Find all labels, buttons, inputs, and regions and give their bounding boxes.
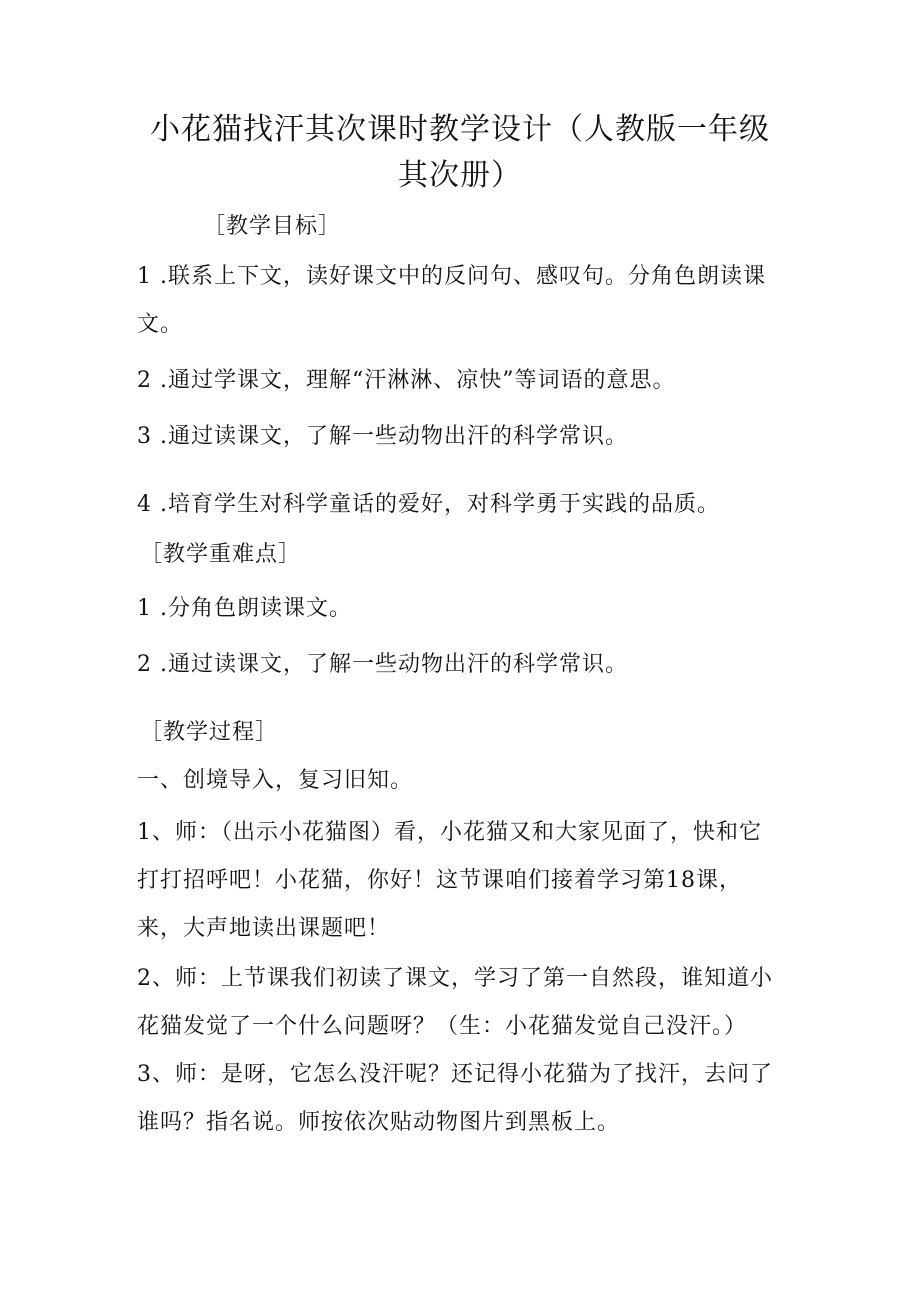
process-line: 打打招呼吧！小花猫，你好！这节课咱们接着学习第18课， <box>137 868 742 893</box>
document-title-line-2: 其次册） <box>398 158 522 193</box>
objective-line: 2 .通过学课文，理解“汗淋淋、凉快”等词语的意思。 <box>137 368 676 393</box>
key-point-line: 2 .通过读课文，了解一些动物出汗的科学常识。 <box>137 652 628 677</box>
process-line: 2、师：上节课我们初读了课文，学习了第一自然段，谁知道小 <box>137 966 773 991</box>
objective-line: 4 .培育学生对科学童话的爱好，对科学勇于实践的品质。 <box>137 492 720 517</box>
process-line: 一、创境导入，复习旧知。 <box>137 768 414 793</box>
process-line: 1、师：（出示小花猫图）看，小花猫又和大家见面了，快和它 <box>137 820 762 845</box>
document-title-line-1: 小花猫找汗其次课时教学设计（人教版一年级 <box>150 112 770 147</box>
process-heading: ［教学过程］ <box>140 720 279 745</box>
key-point-line: 1 .分角色朗读课文。 <box>137 596 352 621</box>
objectives-heading: ［教学目标］ <box>203 214 342 239</box>
objective-line: 文。 <box>137 312 184 337</box>
process-line: 谁吗？指名说。师按依次贴动物图片到黑板上。 <box>137 1110 621 1135</box>
objective-line: 1 .联系上下文，读好课文中的反问句、感叹句。分角色朗读课 <box>137 264 766 289</box>
process-line: 来，大声地读出课题吧！ <box>137 916 391 941</box>
key-points-heading: ［教学重难点］ <box>140 542 302 567</box>
process-line: 花猫发觉了一个什么问题呀？（生：小花猫发觉自己没汗。） <box>137 1014 748 1039</box>
process-line: 3、师：是呀，它怎么没汗呢？还记得小花猫为了找汗，去问了 <box>137 1062 773 1087</box>
objective-line: 3 .通过读课文，了解一些动物出汗的科学常识。 <box>137 424 628 449</box>
